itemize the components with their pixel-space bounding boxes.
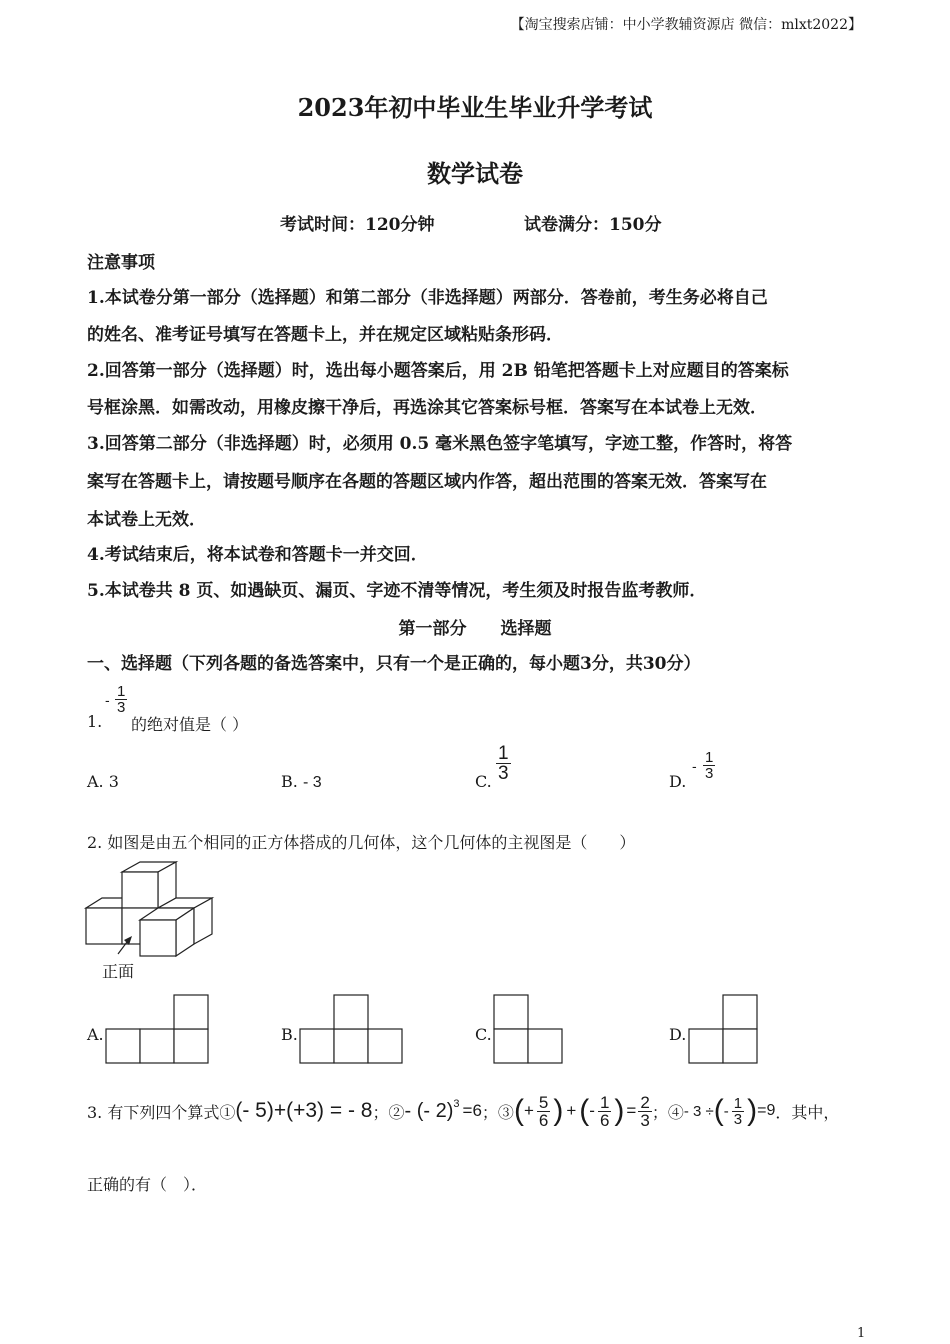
full-score: 试卷满分：150分 xyxy=(524,215,662,235)
q1-option-d-label[interactable]: D. xyxy=(669,772,687,791)
notice-3b: 案写在答题卡上，请按题号顺序在各题的答题区域内作答，超出范围的答案无效．答案写在 xyxy=(87,472,767,492)
q3-line2: 正确的有（ ）． xyxy=(87,1175,208,1194)
notice-3a: 3.回答第二部分（非选择题）时，必须用 0.5 毫米黑色签字笔填写，字迹工整，作答时，将答 xyxy=(87,434,793,454)
q3-sep-2: ；② xyxy=(372,1102,405,1122)
q1-option-d-minus: - xyxy=(692,758,697,774)
q1-number: 1. xyxy=(87,712,103,731)
q3-expr-3-den-2: 6 xyxy=(599,1110,610,1130)
notice-5: 5.本试卷共 8 页、如遇缺页、漏页、字迹不清等情况，考生须及时报告监考教师． xyxy=(87,581,707,601)
q3-expr-3-frac-1 xyxy=(537,1094,550,1129)
notice-1a: 1.本试卷分第一部分（选择题）和第二部分（非选择题）两部分．答卷前，考生务必将自己 xyxy=(87,288,768,308)
q2-option-b-view[interactable] xyxy=(300,995,406,1067)
q3-paren-open-2: ( xyxy=(579,1094,590,1127)
q3-expr-3-eq: = xyxy=(626,1101,637,1120)
q3-prefix: 3. 有下列四个算式① xyxy=(87,1102,236,1122)
q3-paren-close-2: ) xyxy=(614,1094,625,1127)
q3-expr-3-num-1: 5 xyxy=(538,1092,549,1112)
q3-expr-4-frac xyxy=(732,1096,744,1127)
q2-option-c-view[interactable] xyxy=(494,995,566,1067)
q3-expr-3-plus: + xyxy=(523,1101,534,1120)
q3-expr-3-frac-3 xyxy=(638,1094,651,1129)
q1-option-b[interactable] xyxy=(281,772,322,792)
q2-option-d-view[interactable] xyxy=(689,995,761,1067)
q3-paren-open-3: ( xyxy=(713,1094,724,1127)
part-heading: 第一部分 选择题 xyxy=(398,619,552,639)
notice-4: 4.考试结束后，将本试卷和答题卡一并交回． xyxy=(87,545,428,565)
q3-paren-close-1: ) xyxy=(553,1094,564,1127)
q1-option-d-den: 3 xyxy=(705,765,714,782)
q2-front-label: 正面 xyxy=(102,962,135,981)
q1-den: 3 xyxy=(117,699,126,716)
q3-sep-3: ；③ xyxy=(481,1102,514,1122)
notice-2b: 号框涂黑．如需改动，用橡皮擦干净后，再选涂其它答案标号框．答案写在本试卷上无效． xyxy=(87,398,767,418)
page-number: 1 xyxy=(857,1326,866,1341)
q1-option-b-label: B. xyxy=(281,772,298,791)
q3-expr-3-num-2: 1 xyxy=(599,1092,610,1112)
q1-option-b-value: - 3 xyxy=(302,774,322,791)
q1-option-c-fraction xyxy=(496,744,511,783)
notice-3c: 本试卷上无效． xyxy=(87,510,206,530)
exam-title: 2023年初中毕业生毕业升学考试 xyxy=(297,93,653,122)
q1-option-a-label: A. xyxy=(87,772,104,791)
q1-option-d-num: 1 xyxy=(705,749,714,766)
notice-2a: 2.回答第一部分（选择题）时，选出每小题答案后，用 2B 铅笔把答题卡上对应题目的答案标 xyxy=(87,361,789,381)
q1-option-c-den: 3 xyxy=(498,763,509,784)
q3-expr-4-num: 1 xyxy=(733,1094,743,1112)
q2-option-a-label[interactable]: A. xyxy=(87,1025,104,1044)
notice-1b: 的姓名、准考证号填写在答题卡上，并在规定区域粘贴条形码． xyxy=(87,325,563,345)
header-note: 【淘宝搜索店铺：中小学教辅资源店 微信：mlxt2022】 xyxy=(510,17,862,33)
q2-option-b-label[interactable]: B. xyxy=(281,1025,298,1044)
q3-expr-3-num-3: 2 xyxy=(640,1092,650,1112)
q2-solid-figure xyxy=(86,860,216,960)
q2-option-c-label[interactable]: C. xyxy=(475,1025,492,1044)
q2-option-a-view[interactable] xyxy=(106,995,212,1067)
q3-sep-4: ；④ xyxy=(651,1102,684,1122)
q1-option-c-num: 1 xyxy=(498,743,509,764)
q3-expr-3-den-3: 3 xyxy=(640,1110,650,1130)
section-heading: 一、选择题（下列各题的备选答案中，只有一个是正确的，每小题3分，共30分） xyxy=(87,654,701,674)
q3-expr-4a: - 3 ÷ xyxy=(683,1102,714,1120)
q3-suffix: ．其中， xyxy=(775,1102,840,1122)
q2-text: 2. 如图是由五个相同的正方体搭成的几何体，这个几何体的主视图是（ ） xyxy=(87,833,636,852)
q3-expr-2b: =6 xyxy=(462,1101,482,1120)
exam-time: 考试时间：120分钟 xyxy=(280,215,435,235)
q1-option-c-label[interactable]: C. xyxy=(475,772,492,791)
q1-option-a-value: 3 xyxy=(108,772,119,791)
q3-paren-open-1: ( xyxy=(513,1094,524,1127)
q1-fraction xyxy=(115,684,127,715)
q1-option-a[interactable] xyxy=(87,772,119,791)
q3-expr-1: (- 5)+(+3) = - 8 xyxy=(235,1099,373,1122)
q3-expr-3-den-1: 6 xyxy=(538,1110,549,1130)
q1-minus: - xyxy=(105,692,110,708)
q3-expr-4-minus: - xyxy=(723,1102,729,1120)
q3-paren-close-3: ) xyxy=(747,1094,758,1127)
q1-text: 的绝对值是（ ） xyxy=(131,715,249,734)
q3-expr-2-exponent: 3 xyxy=(453,1098,460,1110)
q3-expr-3-mid: + xyxy=(566,1101,577,1120)
q3-expr-3-minus: - xyxy=(589,1101,595,1120)
q3-line1 xyxy=(87,1086,839,1136)
q1-num: 1 xyxy=(117,683,126,700)
notice-heading: 注意事项 xyxy=(87,253,155,273)
q3-expr-2a: - (- 2) xyxy=(404,1099,454,1122)
exam-subtitle: 数学试卷 xyxy=(427,159,523,188)
q3-expr-3-frac-2 xyxy=(598,1094,611,1129)
q1-option-d-fraction xyxy=(703,750,715,781)
q3-expr-4b: =9 xyxy=(757,1102,776,1119)
q2-option-d-label[interactable]: D. xyxy=(669,1025,687,1044)
q3-expr-4-den: 3 xyxy=(733,1110,743,1128)
